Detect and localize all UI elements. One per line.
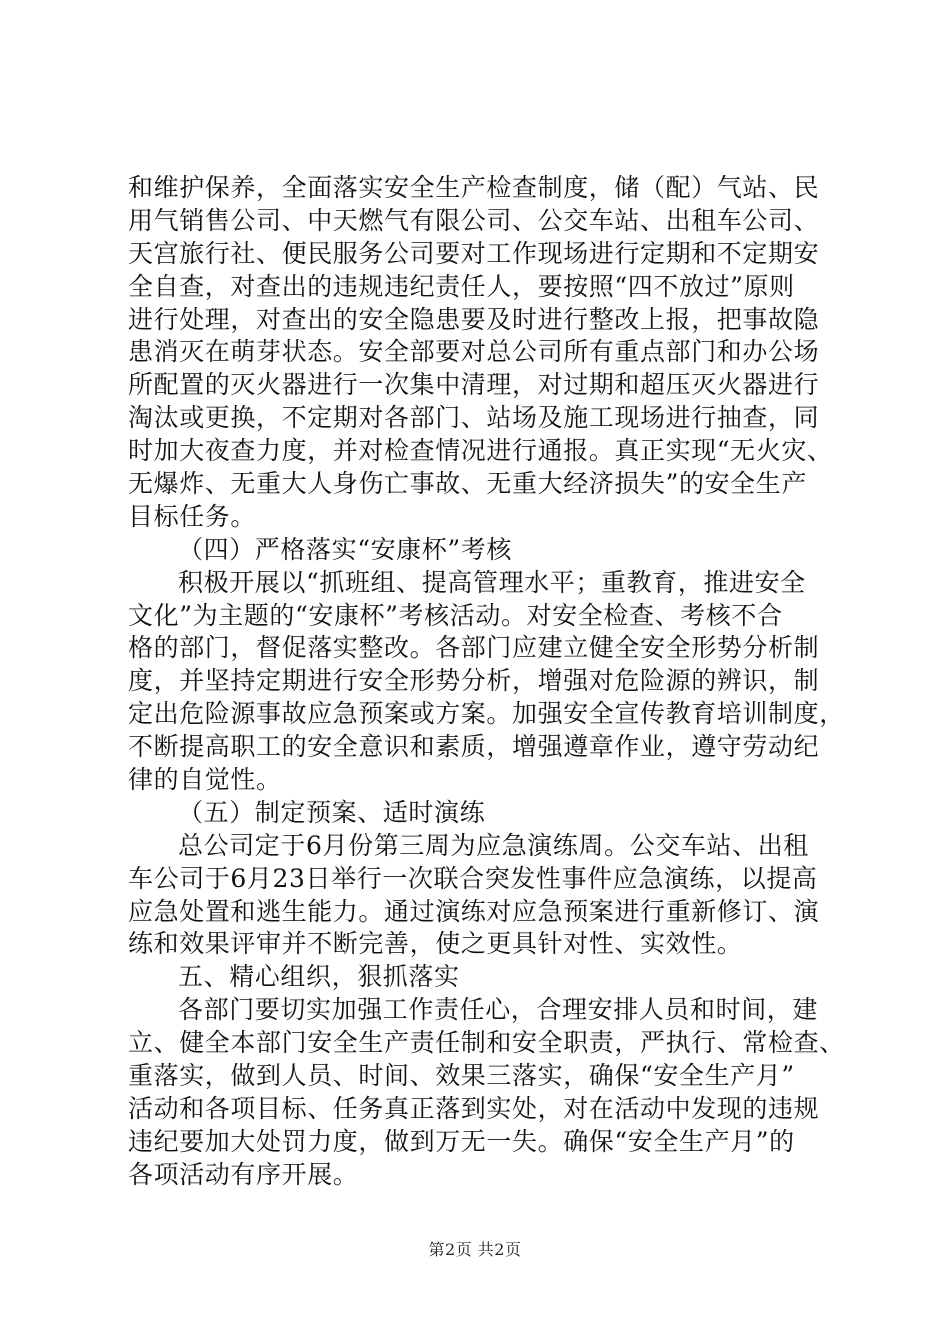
text-line: 活动和各项目标、任务真正落到实处，对在活动中发现的违规 — [128, 1093, 820, 1123]
text-line: 格的部门，督促落实整改。各部门应建立健全安全形势分析制 — [128, 633, 820, 663]
section-heading: （四）严格落实“安康杯”考核 — [178, 534, 512, 564]
text-line: 重落实，做到人员、时间、效果三落实，确保“安全生产月” — [128, 1061, 795, 1091]
text-line: 和维护保养，全面落实安全生产检查制度，储（配）气站、民 — [128, 173, 820, 202]
text-line: 全自查，对查出的违规违纪责任人，要按照“四不放过”原则 — [128, 271, 795, 301]
text-line: 各项活动有序开展。 — [128, 1159, 359, 1189]
text-line: 时加大夜查力度，并对检查情况进行通报。真正实现“无火灾、 — [128, 436, 833, 466]
text-line: 度，并坚持定期进行安全形势分析，增强对危险源的辨识，制 — [128, 666, 820, 696]
paragraph-first-line: 积极开展以“抓班组、提高管理水平；重教育，推进安全 — [178, 567, 806, 597]
text-line: 无爆炸、无重大人身伤亡事故、无重大经济损失”的安全生产 — [128, 469, 807, 499]
paragraph-first-line: 各部门要切实加强工作责任心，合理安排人员和时间，建 — [178, 995, 819, 1025]
text-line: 目标任务。 — [128, 501, 257, 531]
text-line: 应急处置和逃生能力。通过演练对应急预案进行重新修订、演 — [128, 896, 820, 926]
document-body — [128, 172, 845, 1192]
text-line: 用气销售公司、中天燃气有限公司、公交车站、出租车公司、 — [128, 205, 820, 235]
text-line: 进行处理，对查出的安全隐患要及时进行整改上报，把事故隐 — [128, 304, 820, 334]
text-line: 律的自觉性。 — [128, 765, 282, 795]
text-line: 患消灭在萌芽状态。安全部要对总公司所有重点部门和办公场 — [128, 337, 820, 367]
paragraph-first-line: 总公司定于6月份第三周为应急演练周。公交车站、出租 — [178, 830, 809, 860]
text-line: 所配置的灭火器进行一次集中清理，对过期和超压灭火器进行 — [128, 370, 820, 400]
page-number-footer: 第2页 共2页 — [428, 1240, 522, 1259]
text-line: 立、健全本部门安全生产责任制和安全职责，严执行、常检查、 — [128, 1028, 845, 1058]
text-line: 淘汰或更换，不定期对各部门、站场及施工现场进行抽查，同 — [128, 403, 820, 433]
text-line: 定出危险源事故应急预案或方案。加强安全宣传教育培训制度， — [128, 699, 845, 729]
text-line: 车公司于6月23日举行一次联合突发性事件应急演练，以提高 — [128, 863, 818, 893]
section-heading: 五、精心组织，狠抓落实 — [178, 962, 460, 992]
section-heading: （五）制定预案、适时演练 — [178, 797, 486, 827]
text-line: 不断提高职工的安全意识和素质，增强遵章作业，遵守劳动纪 — [128, 732, 820, 762]
text-line: 天宫旅行社、便民服务公司要对工作现场进行定期和不定期安 — [128, 238, 820, 268]
text-line: 练和效果评审并不断完善，使之更具针对性、实效性。 — [128, 929, 743, 959]
text-line: 文化”为主题的“安康杯”考核活动。对安全检查、考核不合 — [128, 600, 783, 630]
text-line: 违纪要加大处罚力度，做到万无一失。确保“安全生产月”的 — [128, 1126, 795, 1156]
